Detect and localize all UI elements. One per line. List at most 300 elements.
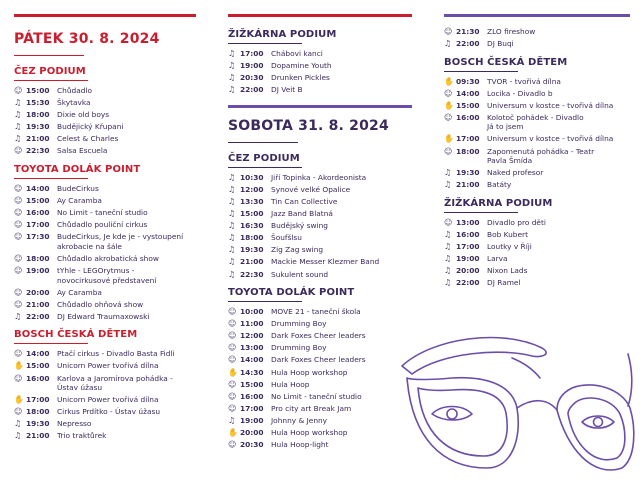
schedule-row — [228, 331, 413, 341]
event-name-line: Locika - Divadlo b — [487, 88, 553, 98]
children-icon: ☺ — [228, 319, 237, 329]
children-icon: ☺ — [14, 86, 23, 95]
event-time: 17:30 — [26, 232, 50, 242]
event-time: 17:00 — [240, 49, 264, 58]
event-time: 19:00 — [456, 254, 480, 264]
music-note-icon: ♫ — [14, 431, 22, 441]
event-time: 22:30 — [26, 146, 50, 156]
music-note-icon: ♫ — [444, 254, 452, 264]
schedule-row — [228, 209, 413, 219]
event-name-line: Unicorn Power tvořivá dílna — [57, 361, 159, 371]
schedule-row — [14, 98, 199, 108]
event-time: 21:00 — [26, 431, 50, 441]
event-name-line: Naked profesor — [487, 168, 544, 178]
children-icon: ☺ — [14, 253, 23, 263]
hand-icon: ✋ — [444, 100, 454, 110]
children-icon: ☺ — [14, 232, 23, 242]
children-icon: ☺ — [228, 343, 237, 353]
event-name — [487, 168, 634, 178]
event-time: 18:00 — [240, 233, 264, 243]
schedule-row — [228, 392, 413, 402]
schedule-row — [14, 374, 199, 393]
event-time: 14:00 — [456, 88, 480, 98]
schedule-row — [14, 146, 199, 156]
hand-icon: ✋ — [444, 134, 454, 144]
event-name-line: Salsa Escuela — [57, 146, 108, 156]
schedule-row — [228, 355, 413, 365]
event-time: 15:00 — [240, 379, 264, 389]
event-time: 17:00 — [26, 395, 50, 405]
children-icon: ☺ — [14, 299, 23, 309]
event-time: 22:00 — [456, 278, 480, 288]
schedule-row — [14, 220, 199, 230]
stage-title: ČEZ PODIUM — [228, 152, 300, 164]
event-name — [57, 254, 199, 264]
schedule-row — [228, 257, 413, 267]
music-note-icon: ♫ — [14, 122, 22, 132]
top-divider — [228, 14, 412, 17]
event-name-line: Bob Kubert — [487, 229, 528, 239]
event-name — [57, 395, 199, 405]
event-name — [57, 407, 199, 417]
stage-underline — [14, 178, 88, 179]
event-time: 19:30 — [26, 122, 50, 132]
schedule-row — [228, 307, 413, 317]
schedule-row — [444, 278, 634, 288]
event-name — [57, 122, 199, 132]
children-icon: ☺ — [444, 217, 453, 227]
event-name-line: No Limit - taneční studio — [57, 208, 148, 218]
schedule-row — [444, 168, 634, 178]
event-name-line-2: akrobacie na šále — [57, 241, 122, 251]
children-icon: ☺ — [228, 391, 237, 401]
event-name-line: Celest & Charles — [57, 134, 119, 144]
schedule-row — [444, 218, 634, 228]
schedule-row — [14, 419, 199, 429]
event-time: 13:00 — [456, 217, 480, 227]
schedule-row — [444, 113, 634, 132]
schedule-row — [14, 361, 199, 371]
event-time: 14:00 — [26, 183, 50, 193]
schedule-row — [228, 404, 413, 414]
children-icon: ☺ — [14, 220, 23, 230]
schedule-row — [14, 266, 199, 285]
event-name — [271, 221, 413, 231]
music-note-icon: ♫ — [444, 39, 452, 49]
children-icon: ☺ — [228, 403, 237, 413]
music-note-icon: ♫ — [228, 73, 236, 83]
schedule-row — [228, 61, 413, 71]
event-name-line: Drunken Pickles — [271, 73, 330, 83]
music-note-icon: ♫ — [228, 85, 236, 95]
music-note-icon: ♫ — [444, 278, 452, 288]
event-time: 15:30 — [26, 98, 50, 108]
children-icon: ☺ — [14, 349, 23, 359]
event-time: 12:00 — [240, 331, 264, 341]
stage-title: BOSCH ČESKÁ DĚTEM — [444, 56, 568, 68]
event-time: 22:30 — [240, 269, 264, 279]
event-time: 22:00 — [456, 39, 480, 49]
event-name — [487, 266, 634, 276]
event-name-line: Dark Foxes Cheer leaders — [271, 331, 366, 341]
schedule-row — [228, 270, 413, 280]
event-name-line: Kolotoč pohádek - Divadlo — [487, 112, 584, 122]
event-name — [271, 257, 413, 267]
schedule-row — [444, 230, 634, 240]
music-note-icon: ♫ — [228, 269, 236, 279]
stage-title: TOYOTA DOLÁK POINT — [14, 163, 141, 175]
glasses-illustration — [392, 318, 636, 496]
event-name-line: Zig Zag swing — [271, 245, 324, 255]
schedule-row — [14, 300, 199, 310]
event-name — [271, 233, 413, 243]
event-name-line: Loutky v Říji — [487, 241, 532, 251]
event-name — [57, 98, 199, 108]
event-name-line: BudeCirkus, Je kde je - vystoupení — [57, 232, 184, 242]
top-divider — [444, 14, 630, 17]
event-time: 16:00 — [26, 208, 50, 218]
schedule-row — [228, 428, 413, 438]
event-name-line: Dopamine Youth — [271, 61, 332, 71]
event-name-line: Johnny & Jenny — [271, 415, 328, 425]
event-time: 20:30 — [240, 73, 264, 83]
children-icon: ☺ — [228, 379, 237, 389]
music-note-icon: ♫ — [228, 184, 236, 194]
schedule-row — [228, 173, 413, 183]
children-icon: ☺ — [228, 307, 237, 317]
schedule-row — [14, 208, 199, 218]
event-name — [487, 113, 634, 132]
schedule-row — [228, 380, 413, 390]
schedule-row — [444, 101, 634, 111]
schedule-row — [444, 39, 634, 49]
event-time: 20:00 — [456, 266, 480, 276]
event-name — [271, 85, 413, 95]
event-name — [57, 419, 199, 429]
schedule-row — [14, 349, 199, 359]
event-name-line: Chůdadlo akrobatická show — [57, 253, 159, 263]
schedule-row — [14, 134, 199, 144]
event-time: 22:00 — [240, 85, 264, 95]
stage-title: ČEZ PODIUM — [14, 66, 86, 77]
event-name-line: Cirkus Prdítko - Ústav úžasu — [57, 407, 161, 417]
event-time: 17:00 — [26, 220, 50, 230]
music-note-icon: ♫ — [228, 415, 236, 425]
event-name — [271, 61, 413, 71]
event-name — [487, 254, 634, 264]
event-name-line: Mackie Messer Klezmer Band — [271, 257, 380, 267]
event-name-line: Dark Foxes Cheer leaders — [271, 355, 366, 365]
event-name-line: Jazz Band Blatná — [271, 209, 333, 219]
event-name-line: Zapomenutá pohádka - Teatr — [487, 146, 595, 156]
schedule-row — [14, 254, 199, 264]
event-time: 16:00 — [456, 229, 480, 239]
event-name — [57, 208, 199, 218]
event-name-line: Unicorn Power tvořivá dílna — [57, 395, 159, 405]
event-time: 22:00 — [26, 311, 50, 321]
schedule-row — [444, 89, 634, 99]
event-name — [57, 431, 199, 441]
schedule-row — [228, 197, 413, 207]
event-name-line: ZLO fireshow — [487, 27, 536, 36]
children-icon: ☺ — [444, 88, 453, 98]
event-name-line: TVOR - tvořivá dílna — [487, 76, 561, 86]
children-icon: ☺ — [14, 407, 23, 417]
schedule-row — [228, 185, 413, 195]
music-note-icon: ♫ — [228, 49, 236, 58]
event-name — [57, 288, 199, 298]
event-name-line: Šoufšlsu — [271, 233, 302, 243]
event-name-line: Hula Hoop workshop — [271, 367, 348, 377]
stage-underline — [14, 80, 88, 81]
stage-underline — [228, 43, 302, 44]
event-name-line: Jiří Topinka - Akordeonista — [271, 172, 367, 182]
event-time: 13:00 — [240, 343, 264, 353]
schedule-row — [444, 180, 634, 190]
schedule-row — [14, 288, 199, 298]
event-time: 19:30 — [456, 168, 480, 178]
section-divider — [228, 105, 412, 108]
event-name-line: Nixon Lads — [487, 266, 528, 276]
stage-title: ŽIŽKÁRNA PODIUM — [228, 29, 337, 40]
event-time: 15:00 — [26, 196, 50, 206]
event-name — [57, 266, 199, 285]
event-name — [57, 184, 199, 194]
event-name-line-2: Ústav úžasu — [57, 383, 103, 392]
hand-icon: ✋ — [14, 395, 24, 405]
event-name-line: Hula Hoop workshop — [271, 427, 348, 437]
children-icon: ☺ — [14, 196, 23, 206]
event-time: 14:30 — [240, 367, 264, 377]
event-name-line: Sukulent sound — [271, 269, 329, 279]
event-name-line-2: Já to jsem — [487, 122, 524, 132]
event-name-line: Škytavka — [57, 98, 91, 108]
schedule-row — [444, 254, 634, 264]
music-note-icon: ♫ — [228, 233, 236, 243]
event-time: 12:00 — [240, 184, 264, 194]
schedule-row — [228, 49, 413, 59]
event-name — [487, 278, 634, 288]
event-time: 21:00 — [26, 299, 50, 309]
event-name-line: Tin Can Collective — [271, 196, 338, 206]
music-note-icon: ♫ — [228, 221, 236, 231]
stage-underline — [444, 212, 518, 213]
schedule-row — [228, 416, 413, 426]
hand-icon: ✋ — [14, 361, 24, 371]
event-name — [487, 230, 634, 240]
stage-title: BOSCH ČESKÁ DĚTEM — [14, 329, 138, 341]
event-time: 19:00 — [240, 415, 264, 425]
event-time: 16:00 — [240, 391, 264, 401]
schedule-row — [228, 73, 413, 83]
music-note-icon: ♫ — [228, 245, 236, 255]
event-time: 11:00 — [240, 319, 264, 329]
top-divider — [14, 14, 196, 17]
event-time: 15:00 — [26, 86, 50, 95]
event-name-line: tYhle - LEGOrytmus - — [57, 266, 135, 276]
event-time: 14:00 — [26, 349, 50, 359]
event-name-line: DJ Ramel — [487, 278, 521, 288]
event-name-line: Chůdadlo — [57, 86, 93, 95]
event-name-line: Nepresso — [57, 419, 92, 429]
schedule-row — [14, 196, 199, 206]
stage-underline — [14, 343, 88, 344]
event-name-line: Larva — [487, 254, 508, 264]
event-name — [487, 101, 634, 111]
music-note-icon: ♫ — [444, 229, 452, 239]
day-title: SOBOTA 31. 8. 2024 — [228, 117, 389, 134]
event-time: 20:00 — [26, 287, 50, 297]
event-name — [57, 374, 199, 393]
column-middle — [228, 0, 413, 452]
event-name-line: Divadlo pro děti — [487, 217, 546, 227]
schedule-row — [444, 147, 634, 166]
event-name-line: BudeCirkus — [57, 183, 99, 193]
event-name — [57, 361, 199, 371]
event-time: 16:00 — [456, 112, 480, 122]
event-name — [487, 134, 634, 144]
children-icon: ☺ — [444, 27, 453, 36]
event-name — [487, 39, 634, 49]
schedule-row — [444, 134, 634, 144]
music-note-icon: ♫ — [14, 311, 22, 321]
schedule-row — [14, 312, 199, 322]
music-note-icon: ♫ — [228, 61, 236, 71]
event-name-line: DJ Edward Traumaxowski — [57, 311, 150, 321]
event-name-line: Universum v kostce - tvořivá dílna — [487, 134, 614, 144]
event-name — [487, 77, 634, 87]
event-time: 17:00 — [240, 403, 264, 413]
event-name-line: Karlova a Jaromírova pohádka - — [57, 373, 173, 383]
schedule-row — [228, 440, 413, 450]
event-time: 17:00 — [456, 134, 480, 144]
day-underline — [14, 55, 84, 56]
schedule-row — [228, 245, 413, 255]
event-time: 13:30 — [240, 196, 264, 206]
event-time: 15:00 — [456, 100, 480, 110]
children-icon: ☺ — [444, 112, 453, 122]
event-name-line-2: novocirkusové představení — [57, 275, 157, 285]
schedule-row — [14, 431, 199, 441]
event-name-line: Drumming Boy — [271, 343, 327, 353]
event-time: 17:00 — [456, 241, 480, 251]
event-name-line: Ay Caramba — [57, 287, 102, 297]
stage-underline — [228, 301, 302, 302]
event-name — [487, 27, 634, 37]
event-name-line: Budějský swing — [271, 221, 328, 231]
event-name — [57, 86, 199, 96]
day-title: PÁTEK 30. 8. 2024 — [14, 31, 160, 47]
stage-underline — [228, 167, 302, 168]
event-name-line: Drumming Boy — [271, 319, 327, 329]
schedule-row — [444, 27, 634, 37]
event-name-line: Chábovi kanci — [271, 49, 323, 58]
event-time: 19:00 — [240, 61, 264, 71]
event-time: 09:30 — [456, 76, 480, 86]
event-name — [271, 185, 413, 195]
music-note-icon: ♫ — [228, 209, 236, 219]
schedule-row — [444, 266, 634, 276]
event-time: 19:00 — [26, 266, 50, 276]
schedule-row — [14, 395, 199, 405]
children-icon: ☺ — [14, 146, 23, 156]
event-name — [271, 197, 413, 207]
event-time: 10:00 — [240, 307, 264, 317]
event-name-line: Pro city art Break Jam — [271, 403, 352, 413]
children-icon: ☺ — [14, 208, 23, 218]
event-name — [57, 312, 199, 322]
children-icon: ☺ — [228, 355, 237, 365]
event-time: 21:00 — [240, 257, 264, 267]
schedule-row — [444, 77, 634, 87]
event-name — [487, 242, 634, 252]
event-time: 15:00 — [26, 361, 50, 371]
music-note-icon: ♫ — [14, 134, 22, 144]
event-name-line: Ay Caramba — [57, 196, 102, 206]
children-icon: ☺ — [14, 266, 23, 276]
event-name — [487, 89, 634, 99]
event-name — [271, 49, 413, 59]
stage-title: TOYOTA DOLÁK POINT — [228, 287, 355, 299]
event-time: 16:30 — [240, 221, 264, 231]
hand-icon: ✋ — [444, 76, 454, 86]
music-note-icon: ♫ — [444, 241, 452, 251]
hand-icon: ✋ — [228, 427, 238, 437]
music-note-icon: ♫ — [14, 98, 22, 108]
event-name-line: MOVE 21 - taneční škola — [271, 307, 361, 317]
event-name — [487, 218, 634, 228]
event-name — [57, 134, 199, 144]
event-name-line-2: Pavla Šmída — [487, 156, 533, 166]
event-time: 19:30 — [26, 419, 50, 429]
event-time: 21:30 — [456, 27, 480, 36]
schedule-row — [14, 232, 199, 251]
schedule-row — [228, 85, 413, 95]
event-time: 15:00 — [240, 209, 264, 219]
event-time: 20:00 — [240, 427, 264, 437]
event-time: 18:00 — [26, 407, 50, 417]
music-note-icon: ♫ — [228, 172, 236, 182]
event-time: 10:30 — [240, 172, 264, 182]
event-name — [57, 110, 199, 120]
event-name-line: No Limit - taneční studio — [271, 391, 362, 401]
event-time: 21:00 — [456, 180, 480, 190]
schedule-row — [228, 233, 413, 243]
children-icon: ☺ — [444, 146, 453, 156]
schedule-row — [228, 368, 413, 378]
event-name — [271, 245, 413, 255]
event-name-line: Dixie old boys — [57, 110, 110, 120]
schedule-row — [14, 110, 199, 120]
column-friday — [14, 0, 199, 443]
music-note-icon: ♫ — [228, 257, 236, 267]
event-name-line: Chůdadlo pouliční cirkus — [57, 220, 148, 230]
children-icon: ☺ — [14, 373, 23, 383]
event-time: 18:00 — [456, 146, 480, 156]
music-note-icon: ♫ — [14, 419, 22, 429]
schedule-row — [228, 319, 413, 329]
event-name — [487, 147, 634, 166]
children-icon: ☺ — [228, 331, 237, 341]
children-icon: ☺ — [14, 183, 23, 193]
event-name — [57, 232, 199, 251]
column-right — [444, 0, 634, 290]
event-name-line: Batáty — [487, 180, 512, 190]
hand-icon: ✋ — [228, 367, 238, 377]
schedule-row — [228, 221, 413, 231]
event-name-line: Ptačí cirkus - Divadlo Basta Fidli — [57, 349, 175, 359]
event-time: 16:00 — [26, 373, 50, 383]
